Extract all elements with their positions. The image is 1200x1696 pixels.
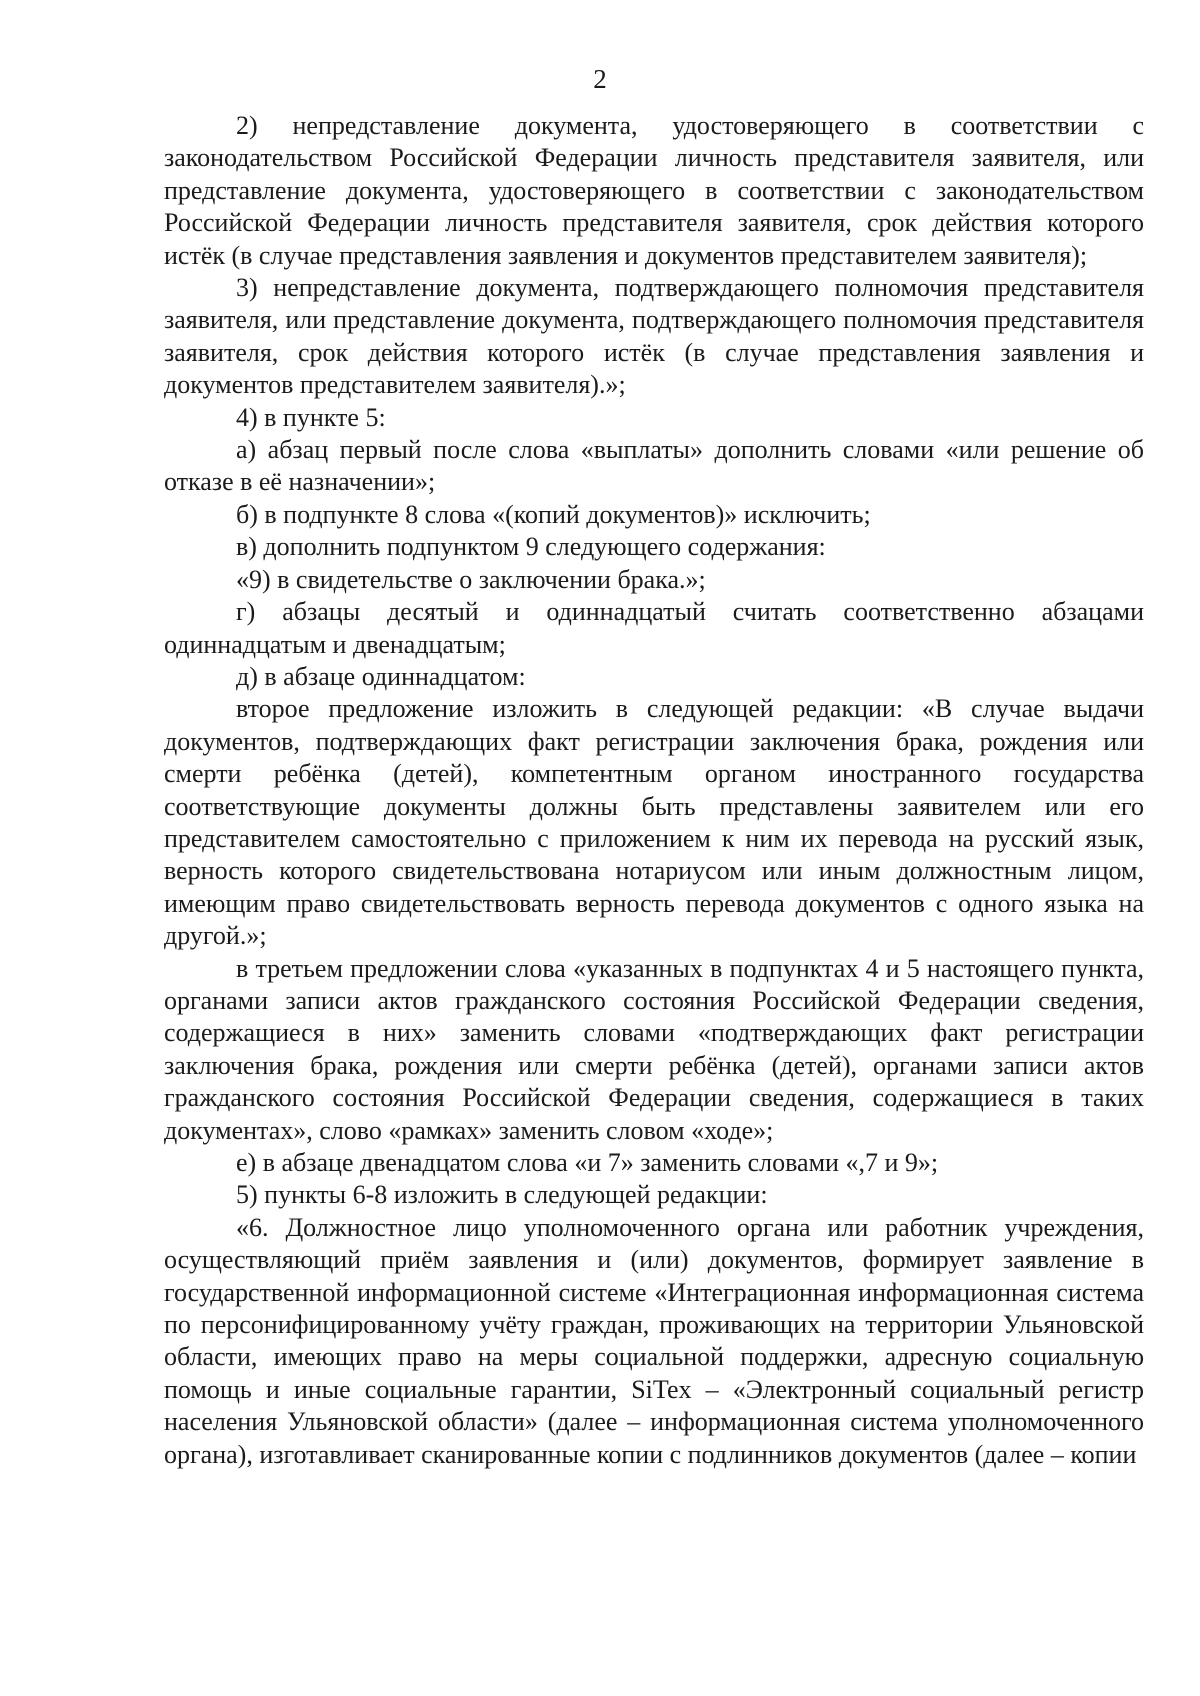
paragraph-item-5: 5) пункты 6-8 изложить в следующей редакции: bbox=[236, 1180, 768, 1210]
paragraph-subitem-b: б) в подпункте 8 слова «(копий документов)» исключить; bbox=[236, 499, 871, 529]
paragraph-item-2: 2) непредставление документа, удостоверяющего в соответствии с законодательством Российской Федерации личность представителя заявителя, или представление документа, удостоверяющего в соответствии с законодательством Российской Федерации личность представителя заявителя, срок действия которого истёк (в случае представления заявления и документов представителем заявителя); bbox=[164, 111, 1144, 270]
paragraph-item-4: 4) в пункте 5: bbox=[236, 402, 386, 432]
paragraph-third-sentence: в третьем предложении слова «указанных в подпунктах 4 и 5 настоящего пункта, органами записи актов гражданского состояния Российской Федерации сведения, содержащиеся в них» заменить словами «подтверждающих факт регистрации заключения брака, рождения или смерти ребёнка (детей), органами записи актов гражданского состояния Российской Федерации сведения, содержащиеся в таких документах», слово «рамках» заменить словом «ходе»; bbox=[164, 953, 1144, 1145]
paragraph-subitem-d: д) в абзаце одиннадцатом: bbox=[236, 661, 526, 691]
document-body bbox=[164, 110, 1144, 1471]
paragraph-subitem-v: в) дополнить подпунктом 9 следующего содержания: bbox=[236, 532, 826, 562]
paragraph-quoted-item-9: «9) в свидетельстве о заключении брака.»; bbox=[236, 564, 706, 594]
page-number: 2 bbox=[593, 64, 607, 94]
paragraph-subitem-e: е) в абзаце двенадцатом слова «и 7» заменить словами «,7 и 9»; bbox=[236, 1148, 939, 1177]
paragraph-item-3: 3) непредставление документа, подтверждающего полномочия представителя заявителя, или представление документа, подтверждающего полномочия представителя заявителя, срок действия которого истёк (в случае представления заявления и документов представителем заявителя).»; bbox=[164, 273, 1144, 400]
paragraph-second-sentence: второе предложение изложить в следующей редакции: «В случае выдачи документов, подтверждающих факт регистрации заключения брака, рождения или смерти ребёнка (детей), компетентным органом иностранного государства соответствующие документы должны быть представлены заявителем или его представителем самостоятельно с приложением к ним их перевода на русский язык, верность которого свидетельствована нотариусом или иным должностным лицом, имеющим право свидетельствовать верность перевода документов с одного языка на другой.»; bbox=[164, 694, 1144, 951]
paragraph-subitem-g: г) абзацы десятый и одиннадцатый считать соответственно абзацами одиннадцатым и двенадцатым; bbox=[164, 597, 1144, 659]
paragraph-quoted-item-6: «6. Должностное лицо уполномоченного органа или работник учреждения, осуществляющий приём заявления и (или) документов, формирует заявление в государственной информационной системе «Интеграционная информационная система по персонифицированному учёту граждан, проживающих на территории Ульяновской области, имеющих право на меры социальной поддержки, адресную социальную помощь и иные социальные гарантии, SiTex – «Электронный социальный регистр населения Ульяновской области» (далее – информационная система уполномоченного органа), изготавливает сканированные копии с подлинников документов (далее – копии bbox=[164, 1212, 1144, 1469]
paragraph-subitem-a: а) абзац первый после слова «выплаты» дополнить словами «или решение об отказе в её назначении»; bbox=[164, 435, 1144, 497]
